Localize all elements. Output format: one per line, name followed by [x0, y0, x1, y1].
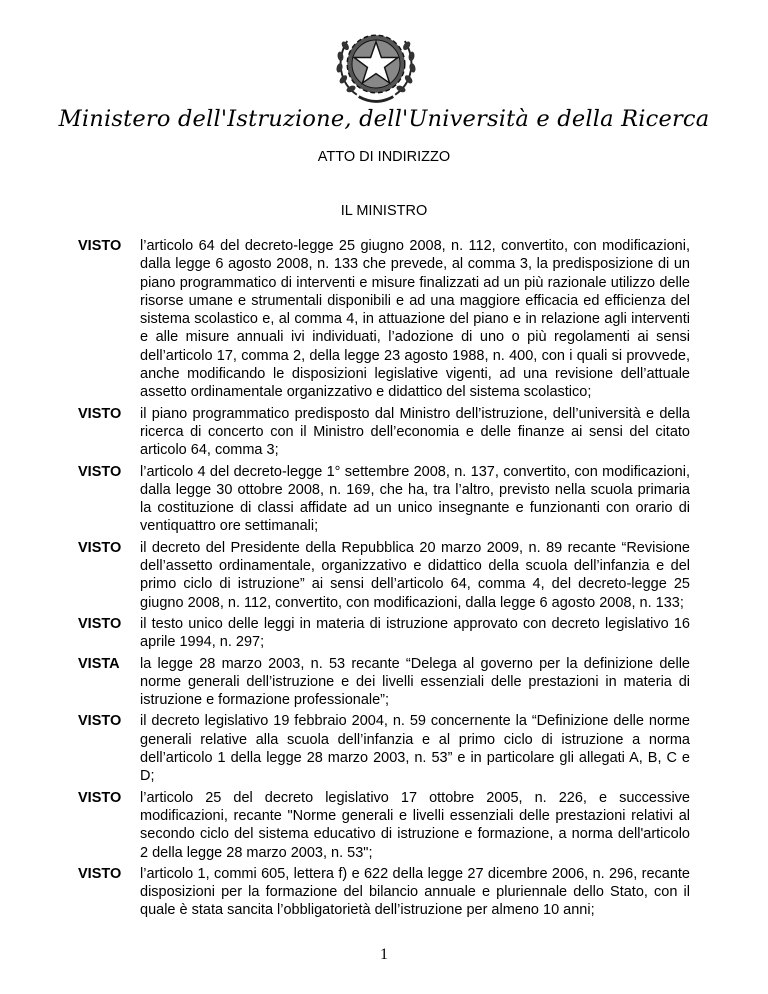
- clause-text: la legge 28 marzo 2003, n. 53 recante “Delega al governo per la definizione delle norme generali dell’istruzione e dei livelli essenziali delle prestazioni in materia di istruzione e formazione professionale”;: [140, 655, 690, 709]
- clause-keyword: VISTA: [78, 655, 120, 672]
- ministry-name: Ministero dell'Istruzione, dell'Università e della Ricerca: [58, 106, 710, 132]
- clause-keyword: VISTO: [78, 463, 122, 480]
- clause-text: l’articolo 4 del decreto-legge 1° settembre 2008, n. 137, convertito, con modificazioni, dalla legge 30 ottobre 2008, n. 169, che ha, tra l’altro, previsto nella scuola primaria la costituzione di classi affidate ad un unico insegnante e funzionanti con orario di ventiquattro ore settimanali;: [140, 463, 690, 535]
- clause-text: il decreto del Presidente della Repubblica 20 marzo 2009, n. 89 recante “Revisione dell’assetto ordinamentale, organizzativo e didattico della scuola dell’infanzia e del primo ciclo di istruzione” ai sensi dell’articolo 64, comma 4, del decreto-legge 25 giugno 2008, n. 112, convertito, con modificazioni, dalla legge 6 agosto 2008, n. 133;: [140, 539, 690, 611]
- clause-item: [78, 539, 690, 612]
- clause-keyword: VISTO: [78, 615, 122, 632]
- document-subtitle: IL MINISTRO: [340, 203, 428, 219]
- clause-keyword: VISTO: [78, 713, 122, 730]
- clause-keyword: VISTO: [78, 405, 122, 422]
- clause-text: l’articolo 25 del decreto legislativo 17 ottobre 2005, n. 226, e successive modificazioni, recante "Norme generali e livelli essenziali delle prestazioni relativi al secondo ciclo del sistema educativo di istruzione e formazione, a norma dell'articolo 2 della legge 28 marzo 2003, n. 53";: [140, 789, 690, 861]
- clause-item: [78, 865, 690, 920]
- clause-text: l’articolo 1, commi 605, lettera f) e 622 della legge 27 dicembre 2006, n. 296, recante disposizioni per la formazione del bilancio annuale e pluriennale dello Stato, con il quale è stata sancita l’obbligatorietà dell’istruzione per almeno 10 anni;: [140, 865, 690, 919]
- document-title: ATTO DI INDIRIZZO: [317, 149, 451, 165]
- clause-text: l’articolo 64 del decreto-legge 25 giugno 2008, n. 112, convertito, con modificazioni, dalla legge 6 agosto 2008, n. 133 che prevede, al comma 3, la predisposizione di un piano programmatico di interventi e misure finalizzati ad un più razionale utilizzo delle risorse umane e strumentali disponibili e ad una maggiore efficacia ed efficienza del sistema scolastico e, al comma 4, in attuazione del piano e in relazione agli interventi e alle misure annuali ivi individuati, l’adozione di uno o più regolamenti ai sensi dell’articolo 17, comma 2, della legge 23 agosto 1988, n. 400, con i quali si provvede, anche modificando le disposizioni legislative vigenti, ad una revisione dell’attuale assetto ordinamentale organizzativo e didattico del sistema scolastico;: [140, 238, 690, 401]
- clause-keyword: VISTO: [78, 238, 122, 254]
- page-number: 1: [380, 946, 388, 963]
- clause-item: [78, 655, 690, 710]
- clause-item: [78, 463, 690, 536]
- clause-keyword: VISTO: [78, 539, 122, 556]
- italian-republic-emblem-icon: [328, 16, 424, 112]
- clause-item: [78, 405, 690, 460]
- clause-item: [78, 615, 690, 652]
- clause-keyword: VISTO: [78, 865, 122, 882]
- clause-text: il decreto legislativo 19 febbraio 2004, n. 59 concernente la “Definizione delle norme generali relative alla scuola dell’infanzia e al primo ciclo di istruzione a norma dell’articolo 1 della legge 28 marzo 2003, n. 53” e in particolare gli allegati A, B, C e D;: [140, 713, 690, 785]
- clauses-list: [78, 237, 690, 923]
- clause-text: il testo unico delle leggi in materia di istruzione approvato con decreto legislativo 16 aprile 1994, n. 297;: [140, 615, 690, 651]
- clause-item: [78, 789, 690, 862]
- clause-text: il piano programmatico predisposto dal Ministro dell’istruzione, dell’università e della ricerca di concerto con il Ministro dell’economia e delle finanze ai sensi del citato articolo 64, comma 3;: [140, 405, 690, 459]
- clause-item: [78, 712, 690, 785]
- clause-keyword: VISTO: [78, 789, 122, 806]
- clause-item: [78, 237, 690, 402]
